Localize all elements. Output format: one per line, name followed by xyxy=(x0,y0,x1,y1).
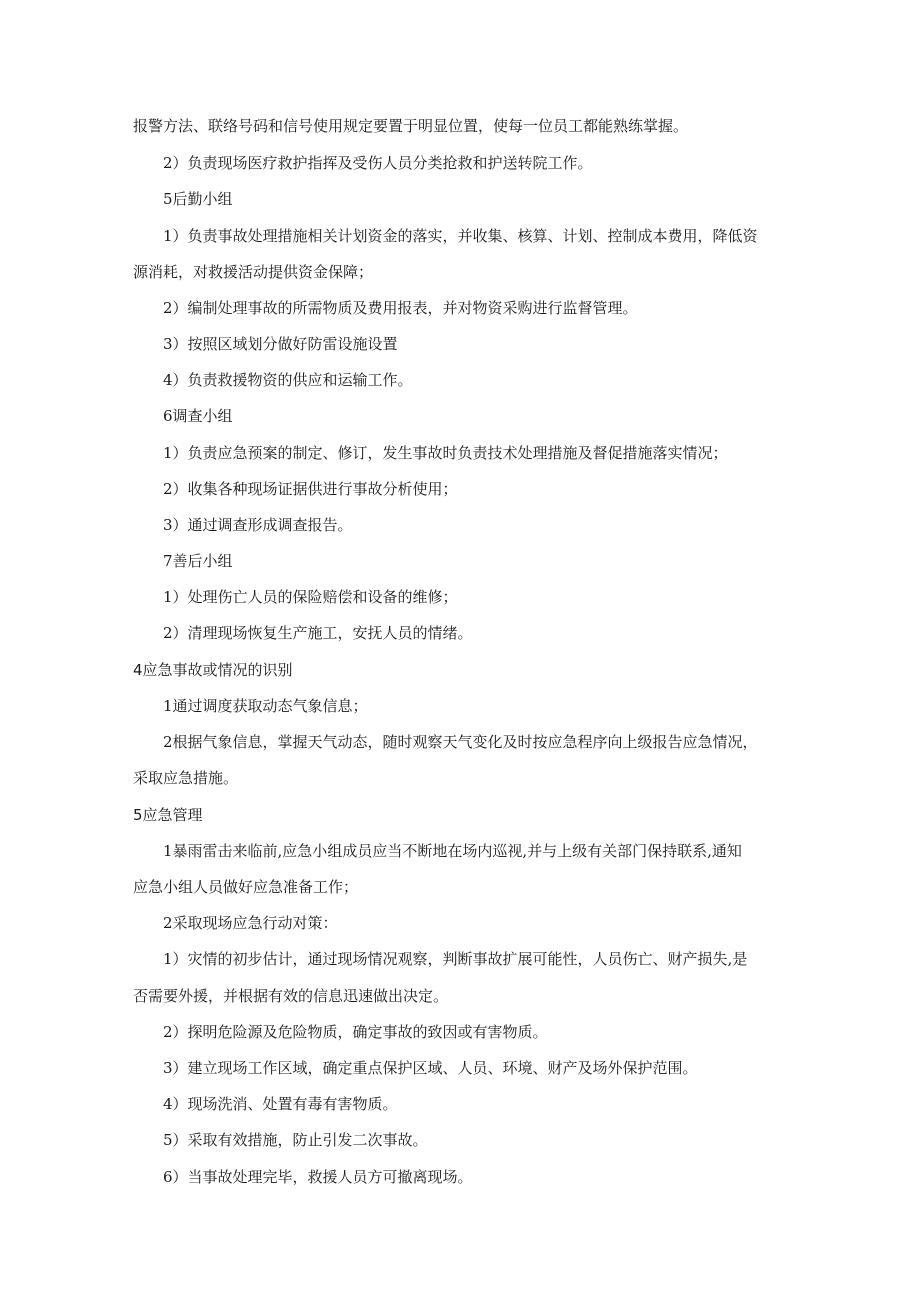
paragraph-line: 4）负责救援物资的供应和运输工作。 xyxy=(163,371,413,389)
paragraph-line: 2根据气象信息，掌握天气动态，随时观察天气变化及时按应急程序向上级报告应急情况， xyxy=(163,733,758,751)
section-heading: 4应急事故或情况的识别 xyxy=(133,661,293,679)
section-heading: 5应急管理 xyxy=(133,806,203,824)
paragraph-line: 源消耗，对救援活动提供资金保障； xyxy=(133,263,374,281)
paragraph-line: 1）负责事故处理措施相关计划资金的落实，并收集、核算、计划、控制成本费用，降低资 xyxy=(163,227,758,245)
paragraph-line: 2采取现场应急行动对策： xyxy=(163,914,338,932)
paragraph-line: 4）现场洗消、处置有毒有害物质。 xyxy=(163,1095,398,1113)
subsection-heading: 7善后小组 xyxy=(163,552,233,570)
paragraph-line: 1）负责应急预案的制定、修订，发生事故时负责技术处理措施及督促措施落实情况； xyxy=(163,444,728,462)
paragraph-line: 1）灾情的初步估计，通过现场情况观察，判断事故扩展可能性，人员伤亡、财产损失,是 xyxy=(163,950,748,968)
paragraph-line: 1暴雨雷击来临前,应急小组成员应当不断地在场内巡视,并与上级有关部门保持联系,通知 xyxy=(163,842,742,860)
paragraph-line: 2）负责现场医疗救护指挥及受伤人员分类抢救和护送转院工作。 xyxy=(163,154,593,172)
paragraph-line: 2）清理现场恢复生产施工，安抚人员的情绪。 xyxy=(163,624,473,642)
paragraph-line: 3）按照区域划分做好防雷设施设置 xyxy=(163,335,398,353)
paragraph-line: 6）当事故处理完毕，救援人员方可撤离现场。 xyxy=(163,1168,473,1186)
paragraph-line: 1通过调度获取动态气象信息； xyxy=(163,697,368,715)
paragraph-line: 应急小组人员做好应急准备工作； xyxy=(133,878,359,896)
paragraph-line: 1）处理伤亡人员的保险赔偿和设备的维修； xyxy=(163,588,458,606)
paragraph-line: 采取应急措施。 xyxy=(133,769,239,787)
subsection-heading: 6调查小组 xyxy=(163,407,233,425)
paragraph-line: 5）采取有效措施，防止引发二次事故。 xyxy=(163,1131,428,1149)
paragraph-line: 3）建立现场工作区域，确定重点保护区域、人员、环境、财产及场外保护范围。 xyxy=(163,1059,698,1077)
paragraph-line: 报警方法、联络号码和信号使用规定要置于明显位置，使每一位员工都能熟练掌握。 xyxy=(133,117,689,135)
subsection-heading: 5后勤小组 xyxy=(163,190,233,208)
paragraph-line: 2）探明危险源及危险物质，确定事故的致因或有害物质。 xyxy=(163,1023,548,1041)
paragraph-line: 2）收集各种现场证据供进行事故分析使用； xyxy=(163,480,458,498)
paragraph-line: 否需要外援，并根据有效的信息迅速做出决定。 xyxy=(133,987,449,1005)
paragraph-line: 2）编制处理事故的所需物质及费用报表，并对物资采购进行监督管理。 xyxy=(163,299,638,317)
paragraph-line: 3）通过调查形成调查报告。 xyxy=(163,516,353,534)
